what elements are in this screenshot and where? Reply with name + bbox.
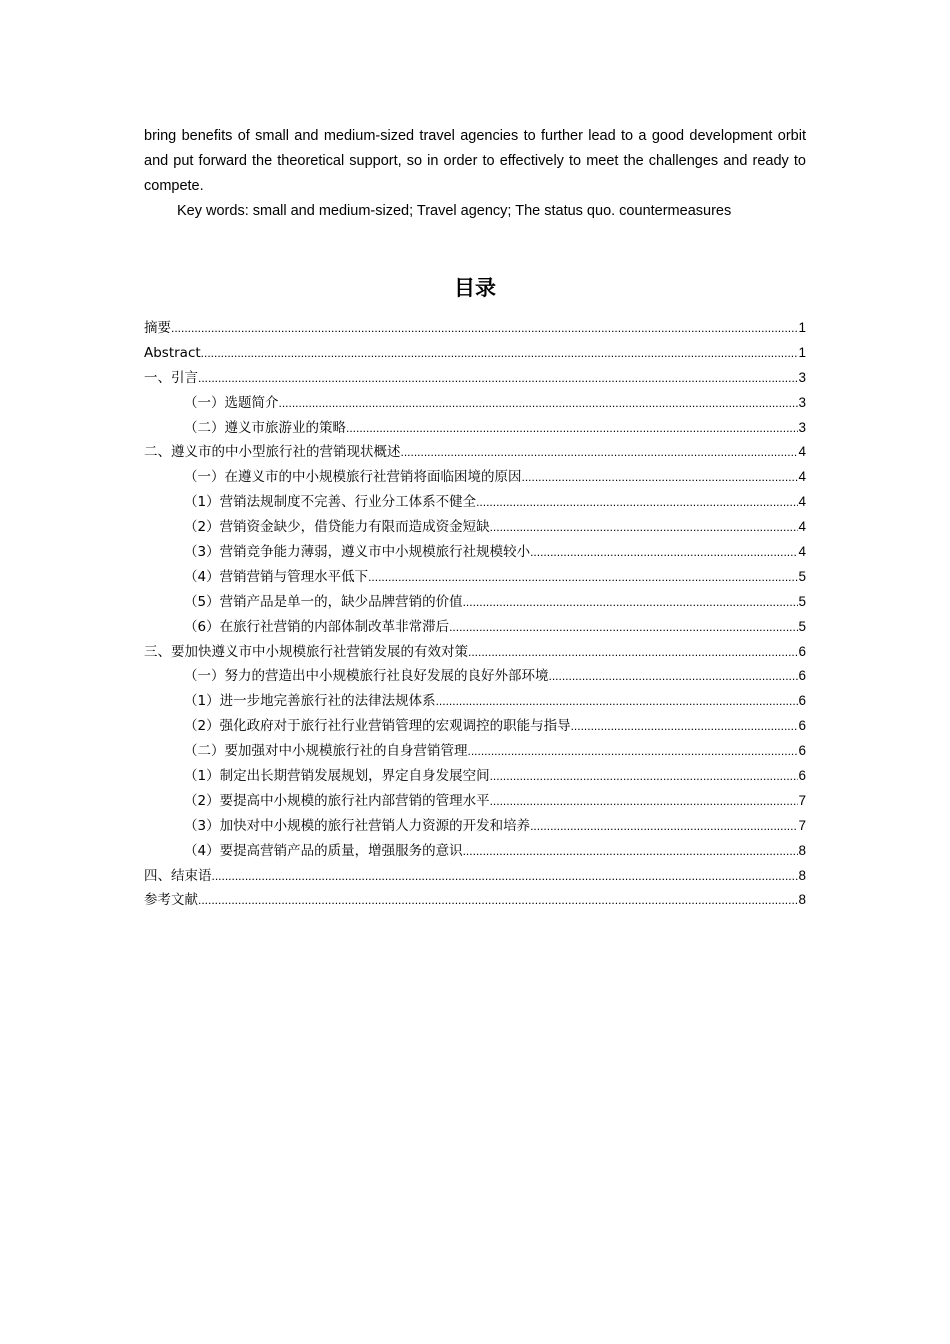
toc-entry[interactable] xyxy=(144,590,806,615)
toc-entry[interactable] xyxy=(144,565,806,590)
toc-entry-page-number: 3 xyxy=(798,394,806,410)
toc-entry-title: 一、引言 xyxy=(144,369,198,386)
toc-entry-page-number: 4 xyxy=(798,444,806,460)
toc-entry-page-number: 6 xyxy=(798,693,806,709)
toc-entry-page-number: 1 xyxy=(798,344,806,360)
toc-entry-page-number: 8 xyxy=(798,892,806,908)
toc-dot-leader xyxy=(279,391,799,416)
toc-entry-page-number: 7 xyxy=(798,792,806,808)
toc-entry[interactable] xyxy=(144,864,806,889)
table-of-contents xyxy=(144,316,806,913)
toc-dot-leader xyxy=(530,540,798,565)
toc-dot-leader xyxy=(522,465,799,490)
toc-entry-title: （3）营销竞争能力薄弱，遵义市中小规模旅行社规模较小 xyxy=(184,544,531,561)
toc-entry[interactable] xyxy=(144,689,806,714)
toc-entry[interactable] xyxy=(144,664,806,689)
toc-entry[interactable] xyxy=(144,814,806,839)
toc-entry-page-number: 6 xyxy=(798,668,806,684)
toc-dot-leader xyxy=(171,316,798,341)
toc-dot-leader xyxy=(436,689,799,714)
toc-entry-page-number: 8 xyxy=(798,842,806,858)
toc-entry[interactable] xyxy=(144,888,806,913)
toc-entry-title: （6）在旅行社营销的内部体制改革非常滞后 xyxy=(184,618,450,635)
toc-dot-leader xyxy=(198,366,798,391)
toc-entry-page-number: 3 xyxy=(798,369,806,385)
toc-entry-title: （3）加快对中小规模的旅行社营销人力资源的开发和培养 xyxy=(184,817,531,834)
toc-dot-leader xyxy=(201,341,799,366)
toc-entry-page-number: 5 xyxy=(798,593,806,609)
toc-entry-title: （5）营销产品是单一的，缺少品牌营销的价值 xyxy=(184,593,463,610)
toc-dot-leader xyxy=(571,714,799,739)
toc-entry-title: （4）营销营销与管理水平低下 xyxy=(184,568,369,585)
toc-entry-title: 二、遵义市的中小型旅行社的营销现状概述 xyxy=(144,444,401,461)
toc-title: 目录 xyxy=(454,276,496,300)
toc-entry-title: （1）制定出长期营销发展规划，界定自身发展空间 xyxy=(184,768,490,785)
toc-entry-title: （二）要加强对中小规模旅行社的自身营销管理 xyxy=(184,743,468,760)
toc-entry-page-number: 6 xyxy=(798,743,806,759)
toc-dot-leader xyxy=(401,440,799,465)
toc-entry-page-number: 4 xyxy=(798,544,806,560)
toc-entry-title: （2）要提高中小规模的旅行社内部营销的管理水平 xyxy=(184,792,490,809)
toc-dot-leader xyxy=(368,565,798,590)
toc-entry-title: （一）努力的营造出中小规模旅行社良好发展的良好外部环境 xyxy=(184,668,549,685)
toc-entry-title: （一）在遵义市的中小规模旅行社营销将面临困境的原因 xyxy=(184,469,522,486)
toc-entry-page-number: 6 xyxy=(798,768,806,784)
toc-entry[interactable] xyxy=(144,764,806,789)
toc-entry-title: Abstract xyxy=(144,344,201,361)
toc-entry-title: 四、结束语 xyxy=(144,867,212,884)
toc-entry-page-number: 5 xyxy=(798,568,806,584)
toc-entry[interactable] xyxy=(144,515,806,540)
toc-entry-page-number: 4 xyxy=(798,519,806,535)
toc-entry-title: （一）选题简介 xyxy=(184,394,279,411)
toc-entry-title: （2）营销资金缺少，借贷能力有限而造成资金短缺 xyxy=(184,519,490,536)
toc-entry-title: （二）遵义市旅游业的策略 xyxy=(184,419,346,436)
toc-entry-title: （1）进一步地完善旅行社的法律法规体系 xyxy=(184,693,436,710)
toc-entry[interactable] xyxy=(144,465,806,490)
toc-dot-leader xyxy=(490,515,799,540)
toc-entry[interactable] xyxy=(144,366,806,391)
toc-entry-page-number: 7 xyxy=(798,817,806,833)
toc-entry-page-number: 4 xyxy=(798,469,806,485)
toc-dot-leader xyxy=(549,664,799,689)
toc-entry-page-number: 5 xyxy=(798,618,806,634)
toc-entry[interactable] xyxy=(144,341,806,366)
toc-entry-title: （1）营销法规制度不完善、行业分工体系不健全 xyxy=(184,494,477,511)
toc-entry-page-number: 6 xyxy=(798,643,806,659)
toc-dot-leader xyxy=(463,839,799,864)
toc-entry[interactable] xyxy=(144,789,806,814)
toc-entry[interactable] xyxy=(144,640,806,665)
toc-entry-page-number: 3 xyxy=(798,419,806,435)
toc-dot-leader xyxy=(490,764,799,789)
toc-entry-page-number: 1 xyxy=(798,320,806,335)
toc-entry[interactable] xyxy=(144,540,806,565)
toc-entry[interactable] xyxy=(144,316,806,341)
toc-entry-page-number: 6 xyxy=(798,718,806,734)
toc-dot-leader xyxy=(468,640,798,665)
keywords-line: Key words: small and medium-sized; Travel agency; The status quo. countermeasures xyxy=(177,203,732,219)
toc-entry[interactable] xyxy=(144,416,806,441)
toc-entry-title: （4）要提高营销产品的质量，增强服务的意识 xyxy=(184,842,463,859)
toc-dot-leader xyxy=(198,888,798,913)
toc-entry-page-number: 4 xyxy=(798,494,806,510)
toc-entry-title: 参考文献 xyxy=(144,892,198,909)
toc-dot-leader xyxy=(212,864,799,889)
toc-entry-title: 摘要 xyxy=(144,320,171,336)
toc-entry-page-number: 8 xyxy=(798,867,806,883)
toc-dot-leader xyxy=(530,814,798,839)
toc-dot-leader xyxy=(463,590,799,615)
toc-entry[interactable] xyxy=(144,440,806,465)
toc-entry[interactable] xyxy=(144,391,806,416)
toc-entry[interactable] xyxy=(144,839,806,864)
toc-dot-leader xyxy=(468,739,799,764)
toc-entry-title: （2）强化政府对于旅行社行业营销管理的宏观调控的职能与指导 xyxy=(184,718,571,735)
toc-dot-leader xyxy=(346,416,798,441)
toc-dot-leader xyxy=(449,615,798,640)
toc-dot-leader xyxy=(476,490,798,515)
toc-entry[interactable] xyxy=(144,739,806,764)
abstract-paragraph: bring benefits of small and medium-sized travel agencies to further lead to a good development orbit and put forward the theoretical support, so in order to effectively to meet the challenges and ready to compete. xyxy=(144,128,806,194)
toc-entry[interactable] xyxy=(144,714,806,739)
toc-entry[interactable] xyxy=(144,615,806,640)
toc-entry-title: 三、要加快遵义市中小规模旅行社营销发展的有效对策 xyxy=(144,643,468,660)
toc-dot-leader xyxy=(490,789,799,814)
toc-entry[interactable] xyxy=(144,490,806,515)
